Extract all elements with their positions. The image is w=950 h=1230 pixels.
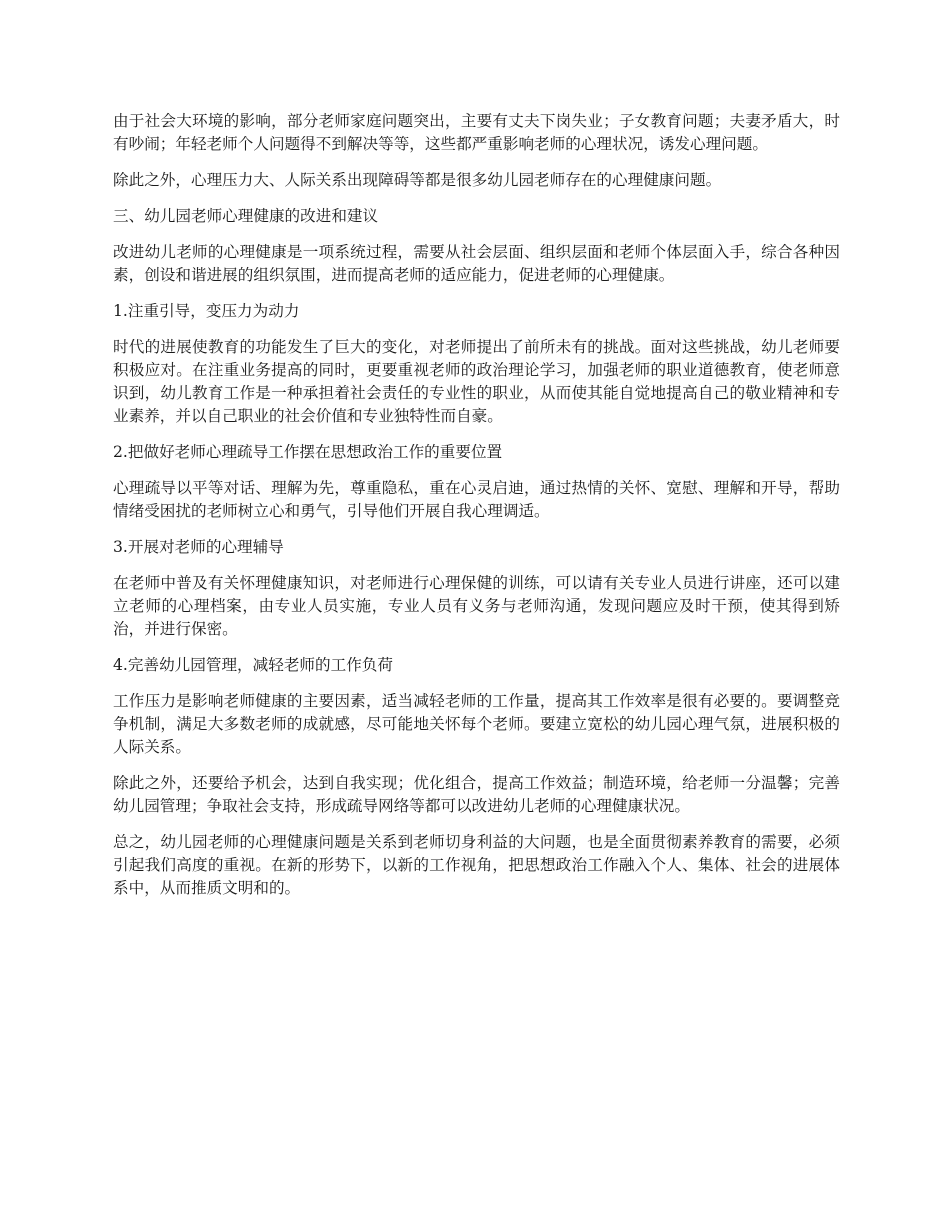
paragraph-counseling-priority: 心理疏导以平等对话、理解为先，尊重隐私，重在心灵启迪，通过热情的关怀、宽慰、理解和开导，帮助情绪受困扰的老师树立心和勇气，引导他们开展自我心理调适。 (113, 479, 840, 520)
subheading-management: 4.完善幼儿园管理，减轻老师的工作负荷 (113, 656, 393, 674)
paragraph-conclusion: 总之，幼儿园老师的心理健康问题是关系到老师切身利益的大问题，也是全面贯彻素养教育的需要，必须引起我们高度的重视。在新的形势下，以新的工作视角，把思想政治工作融入个人、集体、社会的进展体系中，从而推质文明和的。 (113, 833, 840, 897)
paragraph-workload: 工作压力是影响老师健康的主要因素，适当减轻老师的工作量，提高其工作效率是很有必要的。要调整竞争机制，满足大多数老师的成就感，尽可能地关怀每个老师。要建立宽松的幼儿园心理气氛，进展积极的人际关系。 (113, 692, 840, 756)
paragraph-psychological-support: 在老师中普及有关怀理健康知识，对老师进行心理保健的训练，可以请有关专业人员进行讲座，还可以建立老师的心理档案，由专业人员实施，专业人员有义务与老师沟通，发现问题应及时干预，使其得到矫治，并进行保密。 (113, 574, 840, 638)
paragraph-improvement-intro: 改进幼儿老师的心理健康是一项系统过程，需要从社会层面、组织层面和老师个体层面入手，综合各种因素，创设和谐进展的组织氛围，进而提高老师的适应能力，促进老师的心理健康。 (113, 243, 840, 284)
document-page (113, 110, 840, 913)
subheading-psychological-support: 3.开展对老师的心理辅导 (113, 538, 284, 556)
section-heading-improvements: 三、幼儿园老师心理健康的改进和建议 (113, 207, 379, 225)
paragraph-family-issues: 由于社会大环境的影响，部分老师家庭问题突出，主要有丈夫下岗失业；子女教育问题；夫妻矛盾大，时有吵闹；年轻老师个人问题得不到解决等等，这些都严重影响老师的心理状况，诱发心理问题。 (113, 112, 840, 153)
paragraph-additional-measures: 除此之外，还要给予机会，达到自我实现；优化组合，提高工作效益；制造环境，给老师一分温馨；完善幼儿园管理；争取社会支持，形成疏导网络等都可以改进幼儿老师的心理健康状况。 (113, 774, 840, 815)
paragraph-guidance: 时代的进展使教育的功能发生了巨大的变化，对老师提出了前所未有的挑战。面对这些挑战，幼儿老师要积极应对。在注重业务提高的同时，更要重视老师的政治理论学习，加强老师的职业道德教育，使老师意识到，幼儿教育工作是一种承担着社会责任的专业性的职业，从而使其能自觉地提高自己的敬业精神和专业素养，并以自己职业的社会价值和专业独特性而自豪。 (113, 338, 840, 425)
paragraph-other-issues: 除此之外，心理压力大、人际关系出现障碍等都是很多幼儿园老师存在的心理健康问题。 (113, 171, 722, 189)
subheading-counseling-priority: 2.把做好老师心理疏导工作摆在思想政治工作的重要位置 (113, 443, 503, 461)
subheading-guidance: 1.注重引导，变压力为动力 (113, 302, 300, 320)
